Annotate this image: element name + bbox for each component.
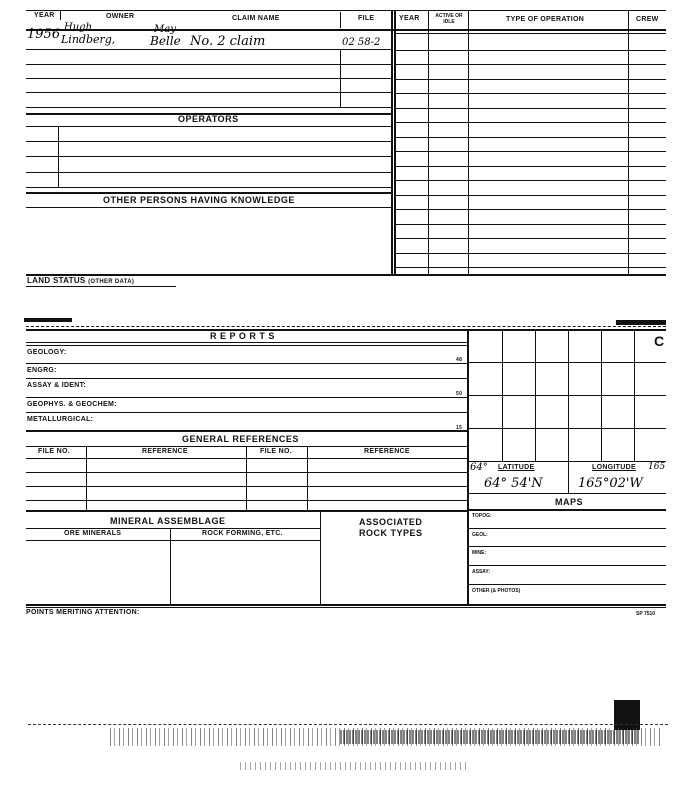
latitude-value: 64° 54'N xyxy=(484,476,543,491)
maps-mine: MINE: xyxy=(472,550,487,556)
other-persons-heading: OTHER PERSONS HAVING KNOWLEDGE xyxy=(103,195,295,205)
header-year: YEAR xyxy=(34,12,55,19)
operators-heading: OPERATORS xyxy=(178,114,239,124)
entry-file: 02 58-2 xyxy=(342,37,381,48)
gr-reference-2: REFERENCE xyxy=(364,448,410,455)
gr-file-no: FILE NO. xyxy=(38,448,70,455)
longitude-suffix: 165 xyxy=(648,462,666,472)
header-file: FILE xyxy=(358,15,375,22)
associated-label: ASSOCIATED xyxy=(359,517,423,527)
latitude-label: LATITUDE xyxy=(498,464,535,471)
maps-geol: GEOL: xyxy=(472,532,488,538)
rock-forming-label: ROCK FORMING, ETC. xyxy=(202,530,283,537)
report-geophys: GEOPHYS. & GEOCHEM: xyxy=(27,401,117,408)
gr-reference: REFERENCE xyxy=(142,448,188,455)
latitude-prefix: 64° xyxy=(470,462,488,473)
corner-letter: C xyxy=(654,333,665,349)
header-claim-name: CLAIM NAME xyxy=(232,15,280,22)
entry-owner-line2: Lindberg, xyxy=(61,33,116,46)
gr-file-no-2: FILE NO. xyxy=(260,448,292,455)
land-status: LAND STATUS (OTHER DATA) xyxy=(27,276,135,285)
maps-topog: TOPOG: xyxy=(472,513,492,519)
rock-types-label: ROCK TYPES xyxy=(359,528,423,538)
header-crew: CREW xyxy=(636,16,659,23)
header-year-2: YEAR xyxy=(399,15,420,22)
reports-title: R E P O R T S xyxy=(210,331,275,341)
maps-title: MAPS xyxy=(555,497,584,507)
report-geology: GEOLOGY: xyxy=(27,349,67,356)
entry-claim-line3: No. 2 claim xyxy=(190,34,266,49)
report-metallurgical-num: 15 xyxy=(456,425,463,431)
report-engrg: ENGRG: xyxy=(27,367,57,374)
general-references-title: GENERAL REFERENCES xyxy=(182,434,299,444)
report-assay-num: 50 xyxy=(456,391,463,397)
maps-assay: ASSAY: xyxy=(472,569,491,575)
mineral-assemblage-title: MINERAL ASSEMBLAGE xyxy=(110,516,226,526)
entry-year: 1956 xyxy=(27,27,61,42)
entry-claim-line2: Belle xyxy=(150,34,181,48)
report-assay: ASSAY & IDENT: xyxy=(27,382,87,389)
entry-owner-line1: Hugh xyxy=(64,22,93,33)
longitude-label: LONGITUDE xyxy=(592,464,636,471)
report-metallurgical: METALLURGICAL: xyxy=(27,416,94,423)
report-geology-num: 48 xyxy=(456,357,463,363)
header-type-of-operation: TYPE OF OPERATION xyxy=(506,16,585,23)
header-active-or-idle: ACTIVE OR IDLE xyxy=(435,13,463,25)
points-meriting-attention: POINTS MERITING ATTENTION: xyxy=(26,609,140,616)
ore-minerals-label: ORE MINERALS xyxy=(64,530,122,537)
header-owner: OWNER xyxy=(106,13,135,20)
maps-other: OTHER (& PHOTOS) xyxy=(472,588,521,594)
form-number: SP 7510 xyxy=(636,611,656,617)
longitude-value: 165°02'W xyxy=(578,476,643,491)
entry-claim-line1: May xyxy=(154,24,176,35)
